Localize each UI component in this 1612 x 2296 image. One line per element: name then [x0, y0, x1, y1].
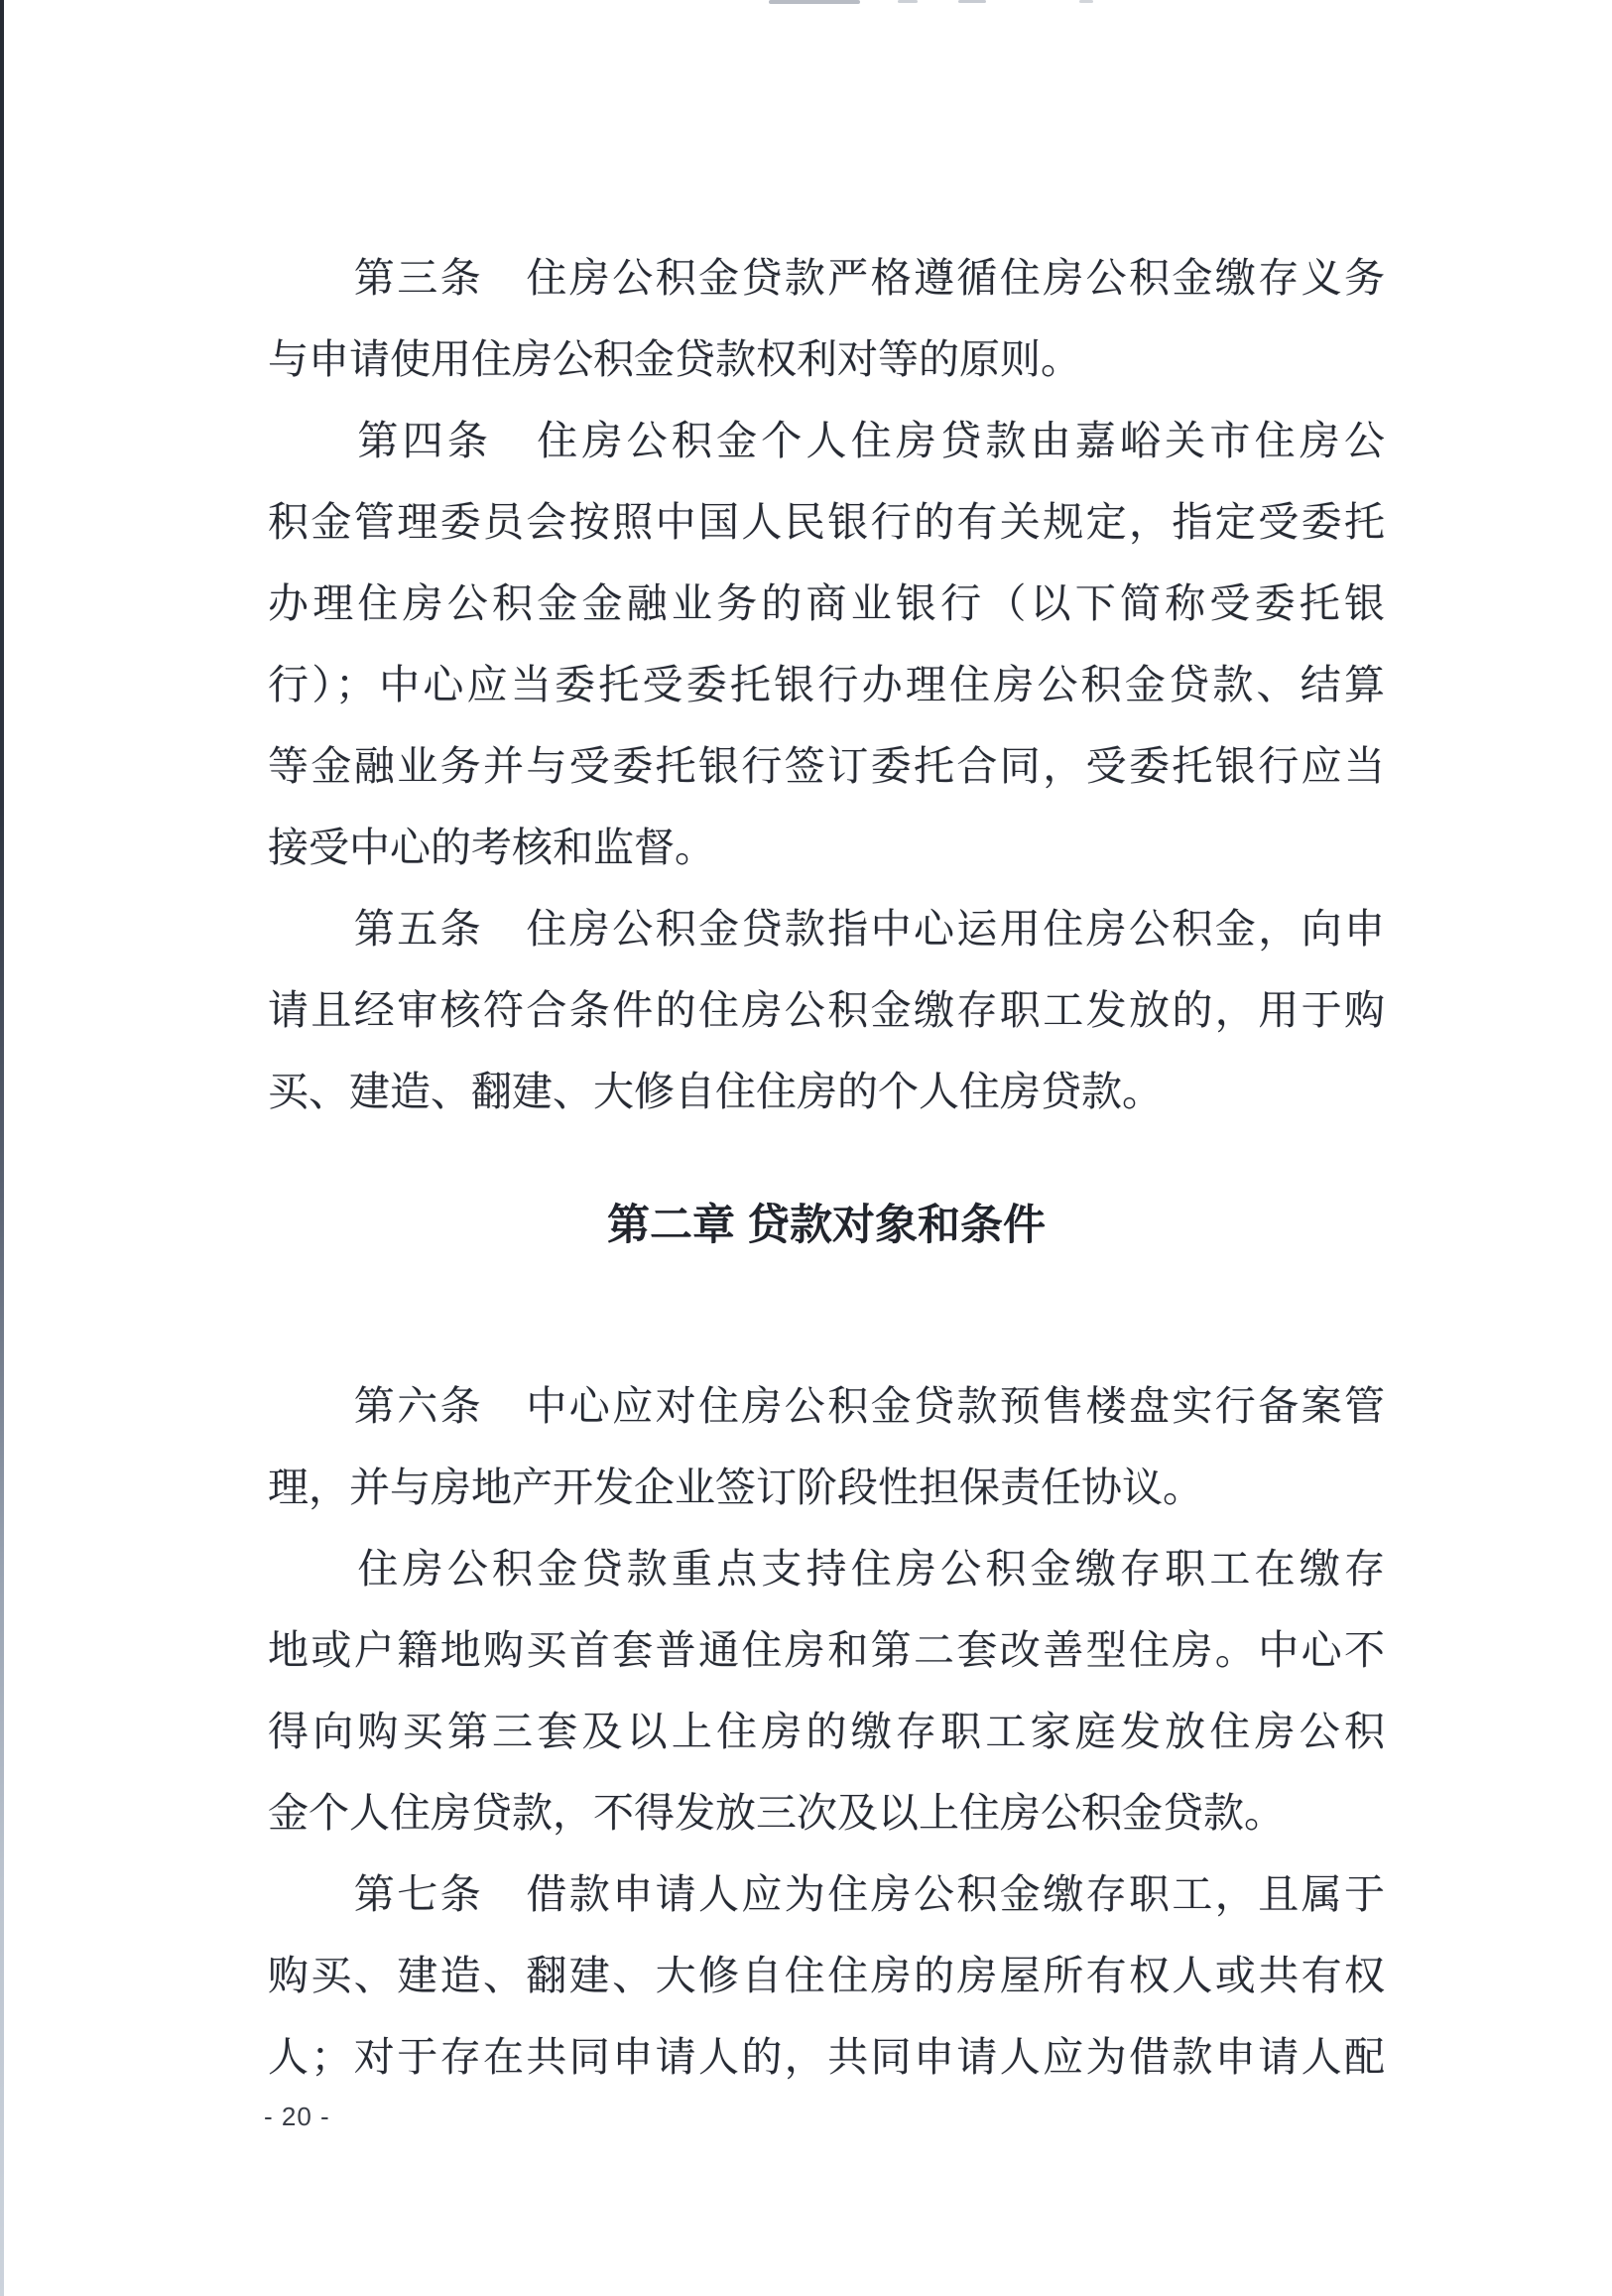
text-line: 积金管理委员会按照中国人民银行的有关规定，指定受委托 — [268, 499, 1385, 545]
text-line: 请且经审核符合条件的住房公积金缴存职工发放的，用于购 — [268, 987, 1385, 1033]
text-line: 地或户籍地购买首套普通住房和第二套改善型住房。中心不 — [268, 1627, 1385, 1673]
text-line: 金个人住房贷款，不得发放三次及以上住房公积金贷款。 — [268, 1790, 1285, 1836]
text-line: 第五条 住房公积金贷款指中心运用住房公积金，向申 — [268, 906, 1385, 952]
scan-top-artifact — [769, 0, 860, 4]
scan-top-artifact — [1079, 0, 1093, 3]
text-line: 人；对于存在共同申请人的，共同申请人应为借款申请人配 — [268, 2034, 1385, 2080]
text-line: 买、建造、翻建、大修自住住房的个人住房贷款。 — [268, 1069, 1163, 1114]
text-line: 办理住房公积金金融业务的商业银行（以下简称受委托银 — [268, 580, 1385, 626]
text-line: 购买、建造、翻建、大修自住住房的房屋所有权人或共有权 — [268, 1953, 1385, 1998]
text-line: 理，并与房地产开发企业签订阶段性担保责任协议。 — [268, 1465, 1203, 1510]
scan-top-artifact — [958, 0, 986, 3]
text-line: 第四条 住房公积金个人住房贷款由嘉峪关市住房公 — [268, 418, 1385, 463]
scan-top-artifact — [898, 0, 918, 3]
text-line: 等金融业务并与受委托银行签订委托合同，受委托银行应当 — [268, 743, 1385, 789]
text-line: 行）；中心应当委托受委托银行办理住房公积金贷款、结算 — [268, 662, 1385, 707]
page-number: - 20 - — [264, 2102, 330, 2131]
chapter-heading: 第二章 贷款对象和条件 — [607, 1202, 1046, 1249]
text-line: 第三条 住房公积金贷款严格遵循住房公积金缴存义务 — [268, 255, 1385, 301]
paragraph-block-articles-6-7 — [268, 1365, 1385, 2098]
text-line: 住房公积金贷款重点支持住房公积金缴存职工在缴存 — [268, 1546, 1385, 1592]
paragraph-block-articles-3-5 — [268, 237, 1385, 1132]
text-line: 得向购买第三套及以上住房的缴存职工家庭发放住房公积 — [268, 1709, 1385, 1754]
text-line: 第六条 中心应对住房公积金贷款预售楼盘实行备案管 — [268, 1383, 1385, 1429]
text-line: 接受中心的考核和监督。 — [268, 825, 715, 870]
text-line: 与申请使用住房公积金贷款权利对等的原则。 — [268, 336, 1081, 382]
text-line: 第七条 借款申请人应为住房公积金缴存职工，且属于 — [268, 1871, 1385, 1917]
scan-edge-artifact — [0, 0, 4, 2296]
